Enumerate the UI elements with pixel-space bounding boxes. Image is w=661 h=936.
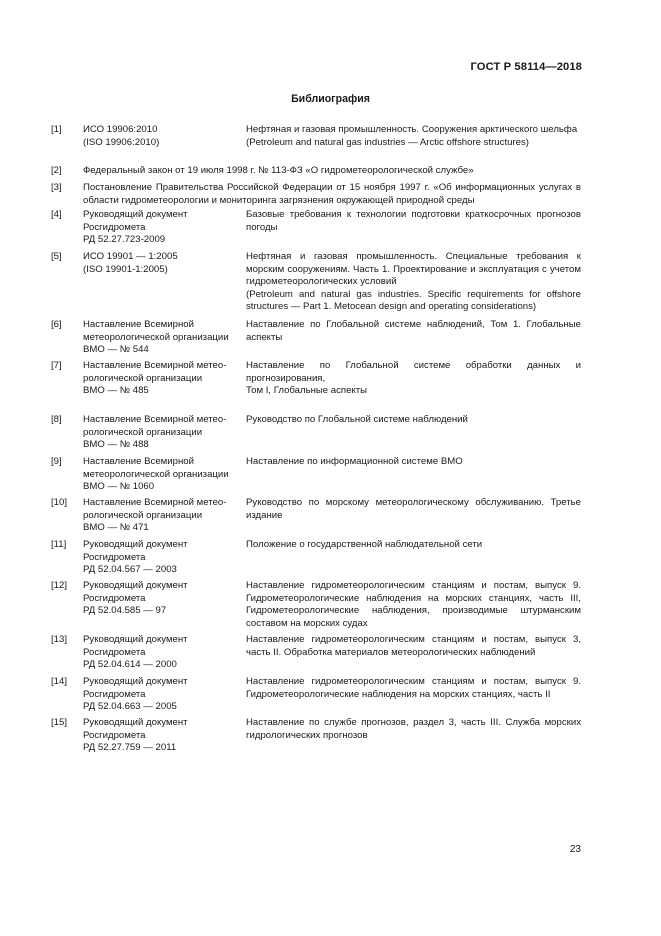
entry-reference: Руководящий документ Росгидромета РД 52.27.759 — 2011 xyxy=(83,717,188,754)
entry-description: Наставление гидрометеорологическим станциям и постам, выпуск 9. Гидрометеорологические наблюдения на морских станциях, часть II xyxy=(246,676,581,700)
entry-number: [4] xyxy=(51,209,62,220)
entry-description: Наставление гидрометеорологическим станциям и постам, выпуск 9. Гидрометеорологические наблюдения на морских станциях, часть III, Гидрометеорологические наблюдения, производимые штурманским составом на морских судах xyxy=(246,580,581,629)
entry-number: [14] xyxy=(51,676,68,687)
document-designation: ГОСТ Р 58114—2018 xyxy=(470,61,582,73)
entry-reference: ИСО 19901 — 1:2005 (ISO 19901-1:2005) xyxy=(83,251,178,275)
entry-number: [5] xyxy=(51,251,62,262)
entry-description: Базовые требования к технологии подготовки краткосрочных прогнозов погоды xyxy=(246,209,581,233)
entry-reference: Наставление Всемирной метеорологической организации ВМО — № 544 xyxy=(83,319,229,356)
entry-description: Наставление по информационной системе ВМО xyxy=(246,456,463,467)
entry-description: Наставление по Глобальной системе наблюдений, Том 1. Глобальные аспекты xyxy=(246,319,581,343)
page-number: 23 xyxy=(569,844,581,855)
entry-description: Наставление по службе прогнозов, раздел 3, часть III. Служба морских гидрологических прогнозов xyxy=(246,717,581,741)
entry-reference: Наставление Всемирной метео- рологической организации ВМО — № 488 xyxy=(83,414,227,451)
entry-description: Нефтяная и газовая промышленность. Специальные требования к морским сооружениям. Часть 1. Проектирование и эксплуатация с учетом гидрометеорологических условий (Petroleum and natural gas industries. Specific requirements for offshore structures — Part 1. Metocean design and operating considerations) xyxy=(246,251,581,313)
entry-reference: Наставление Всемирной метео- рологической организации ВМО — № 471 xyxy=(83,497,227,534)
entry-number: [3] xyxy=(51,182,62,193)
entry-number: [11] xyxy=(51,539,67,550)
entry-text: Федеральный закон от 19 июля 1998 г. № 113-ФЗ «О гидрометеорологической службе» xyxy=(83,165,474,176)
entry-reference: ИСО 19906:2010 (ISO 19906:2010) xyxy=(83,124,160,148)
entry-number: [9] xyxy=(51,456,62,467)
entry-reference: Руководящий документ Росгидромета РД 52.27.723-2009 xyxy=(83,209,188,246)
entry-number: [1] xyxy=(51,124,62,135)
entry-reference: Наставление Всемирной метеорологической организации ВМО — № 1060 xyxy=(83,456,229,493)
entry-number: [15] xyxy=(51,717,68,728)
entry-number: [2] xyxy=(51,165,62,176)
entry-reference: Руководящий документ Росгидромета РД 52.04.663 — 2005 xyxy=(83,676,188,713)
entry-description: Наставление по Глобальной системе обработки данных и прогнозирования, Том I, Глобальные аспекты xyxy=(246,360,581,397)
entry-number: [13] xyxy=(51,634,68,645)
entry-reference: Наставление Всемирной метео- рологической организации ВМО — № 485 xyxy=(83,360,227,397)
entry-number: [7] xyxy=(51,360,62,371)
entry-reference: Руководящий документ Росгидромета РД 52.04.567 — 2003 xyxy=(83,539,188,576)
entry-number: [10] xyxy=(51,497,68,508)
entry-number: [8] xyxy=(51,414,62,425)
entry-description: Положение о государственной наблюдательной сети xyxy=(246,539,483,550)
entry-reference: Руководящий документ Росгидромета РД 52.04.614 — 2000 xyxy=(83,634,188,671)
entry-description: Руководство по морскому метеорологическому обслуживанию. Третье издание xyxy=(246,497,581,521)
bibliography-title: Библиография xyxy=(291,93,370,105)
entry-description: Руководство по Глобальной системе наблюдений xyxy=(246,414,468,425)
entry-description: Наставление гидрометеорологическим станциям и постам, выпуск 3, часть II. Обработка материалов метеорологических наблюдений xyxy=(246,634,581,658)
entry-reference: Руководящий документ Росгидромета РД 52.04.585 — 97 xyxy=(83,580,188,617)
entry-text: Постановление Правительства Российской Федерации от 15 ноября 1997 г. «Об информационных услугах в области гидрометеорологии и мониторинга загрязнения окружающей природной среды xyxy=(83,182,581,206)
entry-number: [6] xyxy=(51,319,62,330)
entry-number: [12] xyxy=(51,580,68,591)
entry-description: Нефтяная и газовая промышленность. Сооружения арктического шельфа (Petroleum and natural gas industries — Arctic offshore structures) xyxy=(246,124,578,148)
